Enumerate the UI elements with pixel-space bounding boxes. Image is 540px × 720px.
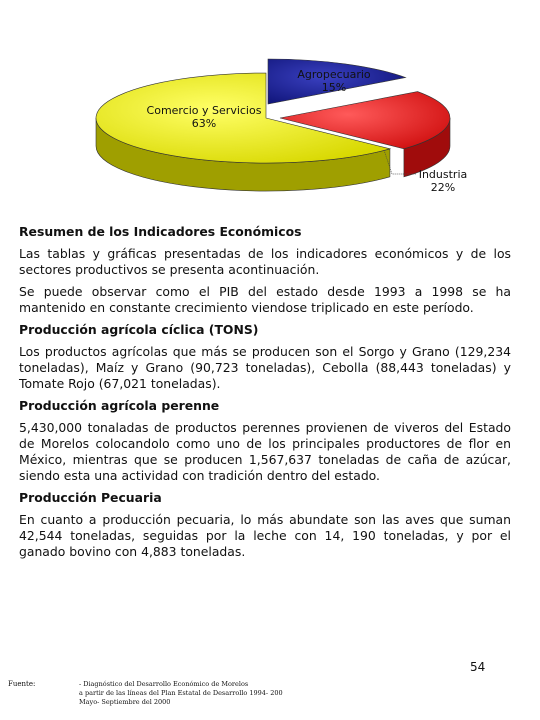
source-line: a partir de las líneas del Plan Estatal de Desarrollo 1994- 200 [79, 689, 283, 697]
paragraph: Los productos agrícolas que más se producen son el Sorgo y Grano (129,234 toneladas), Maíz y Grano (90,723 toneladas), Cebolla (88,443 toneladas) y Tomate Rojo (67,021 toneladas). [19, 344, 511, 391]
content [19, 224, 511, 566]
page-number: 54 [470, 660, 486, 674]
source-label: Fuente: [8, 680, 36, 688]
paragraph: 5,430,000 tonaladas de productos perennes provienen de viveros del Estado de Morelos colocandolo como uno de los principales productores de flor en México, mientras que se producen 1,567,637 toneladas de caña de azúcar, siendo esta una actividad con tradición dentro del estado. [19, 420, 511, 483]
source-text [79, 680, 283, 707]
label-industria: Industria 22% [418, 168, 468, 194]
label-agropecuario: Agropecuario 15% [297, 68, 371, 94]
source-line: Mayo- Septiembre del 2000 [79, 698, 171, 706]
pie-chart [0, 0, 540, 210]
section-heading: Producción agrícola perenne [19, 398, 220, 413]
paragraph: En cuanto a producción pecuaria, lo más abundate son las aves que suman 42,544 toneladas, seguidas por la leche con 14, 190 toneladas, y por el ganado bovino con 4,883 toneladas. [19, 512, 511, 559]
section-heading: Producción Pecuaria [19, 490, 162, 505]
paragraph: Se puede observar como el PIB del estado desde 1993 a 1998 se ha mantenido en constante crecimiento viendose triplicado en este período. [19, 284, 511, 315]
section-heading: Producción agrícola cíclica (TONS) [19, 322, 259, 337]
label-comercio: Comercio y Servicios 63% [146, 104, 262, 130]
source-line: - Diagnóstico del Desarrollo Económico de Morelos [79, 680, 249, 688]
section-heading: Resumen de los Indicadores Económicos [19, 224, 302, 239]
paragraph: Las tablas y gráficas presentadas de los indicadores económicos y de los sectores productivos se presenta acontinuación. [19, 246, 511, 277]
